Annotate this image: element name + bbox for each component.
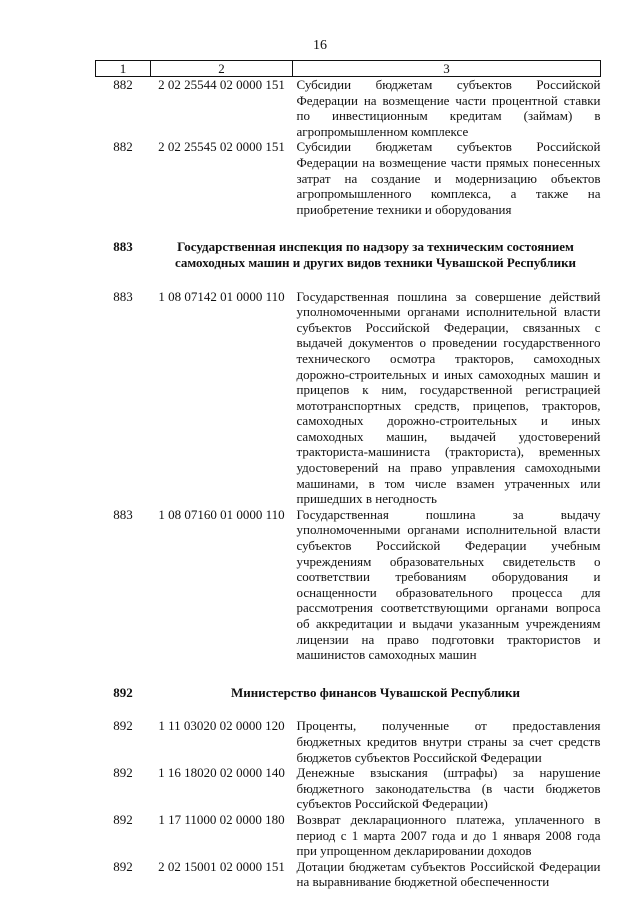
budget-classification-code: 2 02 25544 02 0000 151 [158,77,285,92]
admin-code: 883 [113,288,133,304]
column-header-2: 2 [151,61,293,77]
revenue-codes-table [95,60,601,890]
admin-code: 892 [113,718,133,734]
table-body [96,77,601,890]
table-row [96,507,601,663]
budget-classification-code: 2 02 25545 02 0000 151 [158,139,285,155]
budget-classification-code: 1 08 07142 01 0000 110 [158,288,285,304]
table-row [96,139,601,217]
table-row [96,812,601,859]
admin-code: 882 [113,77,133,92]
section-header-row [96,663,601,719]
admin-code: 883 [113,239,133,255]
revenue-description: Субсидии бюджетам субъектов Российской Федерации на возмещение части прямых понесенных затрат на создание и модернизацию объектов агропромышленного комплекса, а также на приобретение техники и оборудования [296,139,601,217]
column-header-1: 1 [96,61,151,77]
admin-code: 892 [113,858,133,874]
budget-classification-code: 2 02 15001 02 0000 151 [158,858,285,874]
admin-code: 892 [113,811,133,827]
column-header-3: 3 [293,61,601,77]
table-row [96,765,601,812]
budget-classification-code: 1 11 03020 02 0000 120 [158,718,285,734]
admin-code: 892 [113,765,133,781]
budget-classification-code: 1 16 18020 02 0000 140 [158,765,285,781]
table-row [96,859,601,890]
revenue-description: Государственная пошлина за выдачу уполномоченными органами исполнительной власти субъектов Российской Федерации учебным учреждениям образовательных свидетельств о соответствии требованиям оборудования и оснащенности образовательного процесса для рассмотрения соответствующими органами вопроса об аккредитации и выдачи указанным учреждениям лицензии на право подготовки трактористов и машинистов самоходных машин [296,506,601,663]
revenue-description: Государственная пошлина за совершение действий уполномоченными органами исполнительной власти субъектов Российской Федерации, связанных с выдачей документов о проведении государственного технического осмотра тракторов, самоходных дорожно-строительных и иных самоходных машин и прицепов к ним, государственной регистрацией мототранспортных средств, прицепов, тракторов, самоходных дорожно-строительных и иных самоходных машин, выдачей удостоверений тракториста-машиниста (тракториста), временных удостоверений на право управления самоходными машинами, в том числе взамен утраченных или пришедших в негодность [296,288,601,507]
table-row [96,77,601,140]
revenue-description: Денежные взыскания (штрафы) за нарушение бюджетного законодательства (в части бюджетов субъектов Российской Федерации) [296,765,601,812]
revenue-description: Дотации бюджетам субъектов Российской Федерации на выравнивание бюджетной обеспеченности [296,858,601,890]
table-row [96,289,601,507]
budget-classification-code: 1 17 11000 02 0000 180 [158,811,285,827]
table-row [96,718,601,765]
revenue-description: Проценты, полученные от предоставления бюджетных кредитов внутри страны за счет средств бюджетов субъектов Российской Федерации [296,718,601,765]
revenue-description: Субсидии бюджетам субъектов Российской Федерации на возмещение части процентной ставки по инвестиционным кредитам (займам) в агропромышленном комплексе [296,77,601,139]
budget-classification-code: 1 08 07160 01 0000 110 [158,506,285,522]
page-number: 16 [313,38,327,53]
admin-code: 892 [113,684,133,700]
section-title: Государственная инспекция по надзору за техническим состоянием самоходных машин и других видов техники Чувашской Республики [174,239,577,270]
revenue-description: Возврат декларационного платежа, уплаченного в период с 1 марта 2007 года и до 1 января 2008 года при упрощенном декларировании доходов [296,811,601,859]
admin-code: 883 [113,506,133,522]
section-title: Министерство финансов Чувашской Республики [230,684,520,700]
table-header-row [96,61,601,77]
admin-code: 882 [113,139,133,155]
section-header-row [96,217,601,288]
